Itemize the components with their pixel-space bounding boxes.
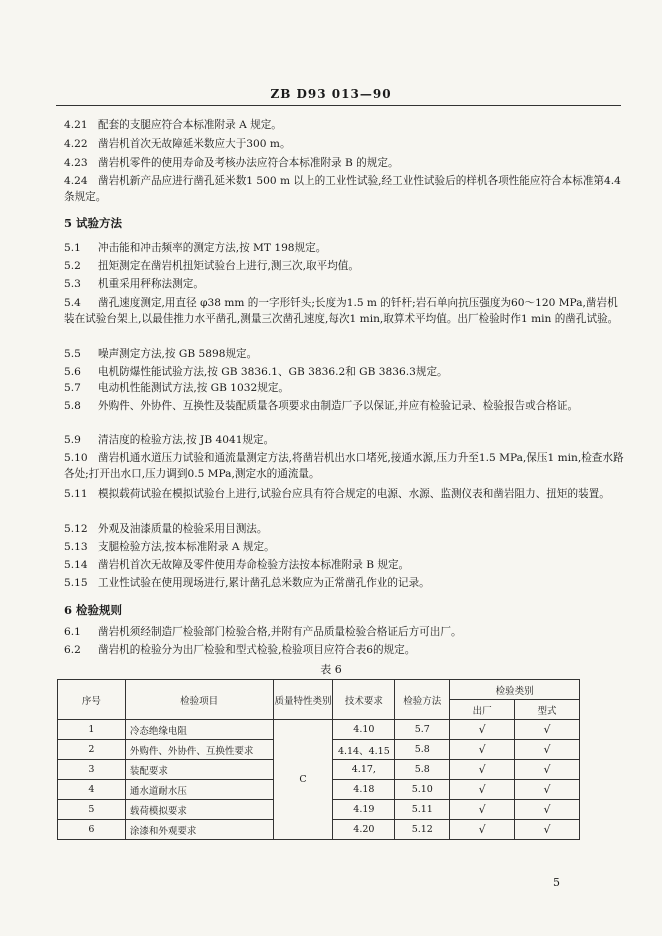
clause-number: 5.5 bbox=[64, 348, 81, 360]
cell-seq: 5 bbox=[58, 800, 126, 820]
inspection-table bbox=[57, 679, 580, 840]
check-type: √ bbox=[515, 780, 580, 800]
check-factory: √ bbox=[450, 780, 515, 800]
cell-seq: 6 bbox=[58, 820, 126, 840]
clause-number: 5.6 bbox=[64, 366, 81, 378]
clause bbox=[64, 346, 624, 362]
cell-requirement: 4.17, bbox=[333, 760, 395, 780]
clause-text: 电动机性能测试方法,按 GB 1032规定。 bbox=[98, 382, 290, 394]
clause-number: 5.11 bbox=[64, 488, 88, 500]
clause bbox=[64, 398, 624, 414]
section-6-title: 6 检验规则 bbox=[64, 603, 123, 617]
check-factory: √ bbox=[450, 740, 515, 760]
clause bbox=[64, 276, 624, 292]
clause-number: 6.2 bbox=[64, 644, 81, 656]
clause-number: 5.10 bbox=[64, 452, 88, 464]
clause-number: 5.14 bbox=[64, 559, 88, 571]
clause-number: 5.4 bbox=[64, 297, 81, 309]
clause-text: 扭矩测定在凿岩机扭矩试验台上进行,测三次,取平均值。 bbox=[98, 260, 359, 272]
clause bbox=[64, 521, 624, 537]
clause-text: 凿岩机新产品应进行凿孔延米数1 500 m 以上的工业性试验,经工业性试验后的样机各项性能应符合本标准第4.4条规定。 bbox=[64, 175, 621, 203]
cell-item: 载荷模拟要求 bbox=[125, 800, 273, 820]
clause bbox=[64, 240, 624, 256]
clause bbox=[64, 117, 624, 133]
clause bbox=[64, 575, 624, 591]
clause-text: 凿岩机通水道压力试验和通流量测定方法,将凿岩机出水口堵死,接通水源,压力升至1.5 MPa,保压1 min,检查水路各处;打开出水口,压力调到0.5 MPa,测定水的通流量。 bbox=[64, 452, 624, 480]
table-header-row bbox=[58, 680, 580, 700]
cell-requirement: 4.14、4.15 bbox=[333, 740, 395, 760]
clause-text: 清洁度的检验方法,按 JB 4041规定。 bbox=[98, 434, 275, 446]
header-category: 检验类别 bbox=[450, 680, 580, 700]
clause-number: 4.24 bbox=[64, 175, 88, 187]
clause bbox=[64, 539, 624, 555]
cell-item: 外购件、外协件、互换性要求 bbox=[125, 740, 273, 760]
cell-requirement: 4.10 bbox=[333, 720, 395, 740]
clause-number: 5.3 bbox=[64, 278, 81, 290]
clause bbox=[64, 557, 624, 573]
clause-text: 凿岩机首次无故障及零件使用寿命检验方法按本标准附录 B 规定。 bbox=[98, 559, 410, 571]
header-seq: 序号 bbox=[58, 680, 126, 720]
header-requirement: 技术要求 bbox=[333, 680, 395, 720]
check-type: √ bbox=[515, 760, 580, 780]
cell-requirement: 4.19 bbox=[333, 800, 395, 820]
section-5-title: 5 试验方法 bbox=[64, 216, 123, 230]
clause-text: 电机防爆性能试验方法,按 GB 3836.1、GB 3836.2和 GB 3836.3规定。 bbox=[98, 366, 448, 378]
clause-number: 5.7 bbox=[64, 382, 81, 394]
clause-number: 6.1 bbox=[64, 626, 81, 638]
header-item: 检验项目 bbox=[125, 680, 273, 720]
clause-number: 4.23 bbox=[64, 157, 88, 169]
header-rule bbox=[56, 105, 621, 106]
check-factory: √ bbox=[450, 820, 515, 840]
cell-seq: 3 bbox=[58, 760, 126, 780]
clause-text: 凿岩机的检验分为出厂检验和型式检验,检验项目应符合表6的规定。 bbox=[98, 644, 416, 656]
cell-requirement: 4.20 bbox=[333, 820, 395, 840]
cell-method: 5.8 bbox=[395, 760, 450, 780]
check-type: √ bbox=[515, 820, 580, 840]
clause-number: 5.15 bbox=[64, 577, 88, 589]
clause-text: 配套的支腿应符合本标准附录 A 规定。 bbox=[98, 119, 282, 131]
clause-number: 5.12 bbox=[64, 523, 88, 535]
header-method: 检验方法 bbox=[395, 680, 450, 720]
check-type: √ bbox=[515, 800, 580, 820]
clause bbox=[64, 624, 624, 640]
clause bbox=[64, 155, 624, 171]
clause bbox=[64, 432, 624, 448]
clause bbox=[64, 486, 624, 502]
clause-text: 噪声测定方法,按 GB 5898规定。 bbox=[98, 348, 258, 360]
cell-item: 涂漆和外观要求 bbox=[125, 820, 273, 840]
clause-number: 4.22 bbox=[64, 138, 88, 150]
header-factory: 出厂 bbox=[450, 700, 515, 720]
clause bbox=[64, 173, 624, 205]
clause-text: 凿岩机零件的使用寿命及考核办法应符合本标准附录 B 的规定。 bbox=[98, 157, 399, 169]
cell-method: 5.8 bbox=[395, 740, 450, 760]
clause-text: 机重采用秤称法测定。 bbox=[98, 278, 204, 290]
clause-number: 5.9 bbox=[64, 434, 81, 446]
cell-method: 5.11 bbox=[395, 800, 450, 820]
cell-method: 5.12 bbox=[395, 820, 450, 840]
clause bbox=[64, 450, 624, 482]
clause-text: 冲击能和冲击频率的测定方法,按 MT 198规定。 bbox=[98, 242, 327, 254]
cell-requirement: 4.18 bbox=[333, 780, 395, 800]
clause-number: 5.13 bbox=[64, 541, 88, 553]
cell-method: 5.7 bbox=[395, 720, 450, 740]
cell-item: 通水道耐水压 bbox=[125, 780, 273, 800]
clause bbox=[64, 136, 624, 152]
clause-number: 5.8 bbox=[64, 400, 81, 412]
clause-number: 5.1 bbox=[64, 242, 81, 254]
clause-text: 外观及油漆质量的检验采用目测法。 bbox=[98, 523, 268, 535]
clause-text: 外购件、外协件、互换性及装配质量各项要求由制造厂予以保证,并应有检验记录、检验报告或合格证。 bbox=[98, 400, 579, 412]
cell-seq: 2 bbox=[58, 740, 126, 760]
cell-quality-class: C bbox=[273, 720, 333, 840]
check-factory: √ bbox=[450, 760, 515, 780]
table-title: 表 6 bbox=[320, 663, 342, 676]
clause-text: 工业性试验在使用现场进行,累计凿孔总米数应为正常凿孔作业的记录。 bbox=[98, 577, 430, 589]
clause-text: 凿孔速度测定,用直径 φ38 mm 的一字形钎头;长度为1.5 m 的钎杆;岩石单向抗压强度为60～120 MPa,凿岩机装在试验台架上,以最佳推力水平凿孔,测量三次凿孔速度,每次1 min,取算术平均值。出厂检验时作1 min 的凿孔试验。 bbox=[64, 297, 619, 325]
clause bbox=[64, 364, 624, 380]
cell-item: 装配要求 bbox=[125, 760, 273, 780]
header-quality: 质量特性类别 bbox=[273, 680, 333, 720]
table-row bbox=[58, 720, 580, 740]
cell-item: 冷态绝缘电阻 bbox=[125, 720, 273, 740]
clause bbox=[64, 295, 624, 327]
page-number: 5 bbox=[553, 876, 560, 889]
clause-text: 凿岩机首次无故障延米数应大于300 m。 bbox=[98, 138, 291, 150]
cell-method: 5.10 bbox=[395, 780, 450, 800]
clause bbox=[64, 258, 624, 274]
clause-text: 支腿检验方法,按本标准附录 A 规定。 bbox=[98, 541, 275, 553]
clause bbox=[64, 380, 624, 396]
check-factory: √ bbox=[450, 800, 515, 820]
clause-number: 5.2 bbox=[64, 260, 81, 272]
clause-text: 凿岩机须经制造厂检验部门检验合格,并附有产品质量检验合格证后方可出厂。 bbox=[98, 626, 462, 638]
check-type: √ bbox=[515, 740, 580, 760]
cell-seq: 4 bbox=[58, 780, 126, 800]
check-type: √ bbox=[515, 720, 580, 740]
document-header: ZB D93 013—90 bbox=[270, 87, 392, 101]
clause-number: 4.21 bbox=[64, 119, 88, 131]
clause bbox=[64, 642, 624, 658]
clause-text: 模拟载荷试验在模拟试验台上进行,试验台应具有符合规定的电源、水源、监测仪表和凿岩阻力、扭矩的装置。 bbox=[98, 488, 610, 500]
header-type: 型式 bbox=[515, 700, 580, 720]
cell-seq: 1 bbox=[58, 720, 126, 740]
check-factory: √ bbox=[450, 720, 515, 740]
